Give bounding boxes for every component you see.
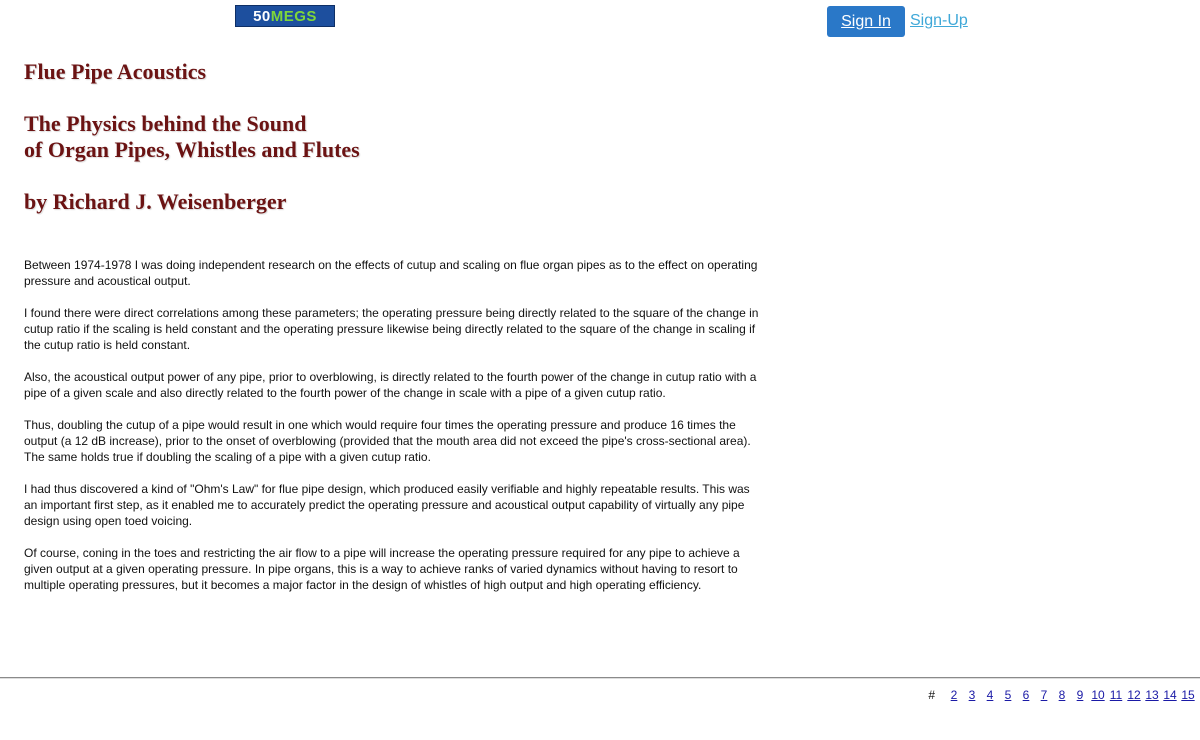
subtitle-line-1: The Physics behind the Sound [24,111,307,136]
page-link-13[interactable]: 13 [1145,688,1159,702]
horizontal-divider [0,677,1200,679]
logo-text: 50MEGS [253,7,317,25]
page-title: Flue Pipe Acoustics [24,59,207,84]
page-link-6[interactable]: 6 [1022,688,1030,702]
paragraph: Thus, doubling the cutup of a pipe would result in one which would require four times the operating pressure and produce 16 times the output (a 12 dB increase), prior to the onset of overblowing (provided that the mouth area did not exceed the pipe's cross-sectional area). The same holds true if doubling the scaling of a pipe with a given cutup ratio. [24,418,751,464]
page-link-12[interactable]: 12 [1127,688,1141,702]
paragraph: Between 1974-1978 I was doing independent research on the effects of cutup and scaling on flue organ pipes as to the effect on operating pressure and acoustical output. [24,258,758,288]
page-link-9[interactable]: 9 [1076,688,1084,702]
pagination-current: # [928,688,935,702]
page-link-8[interactable]: 8 [1058,688,1066,702]
author-byline: by Richard J. Weisenberger [24,189,287,214]
page-link-2[interactable]: 2 [950,688,958,702]
page-link-15[interactable]: 15 [1181,688,1195,702]
site-logo[interactable] [235,5,335,27]
sign-in-button[interactable]: Sign In [827,6,905,37]
page-link-5[interactable]: 5 [1004,688,1012,702]
paragraph: I had thus discovered a kind of "Ohm's Law" for flue pipe design, which produced easily verifiable and highly repeatable results. This was an important first step, as it enabled me to accurately predict the operating pressure and acoustical output capability of virtually any pipe design using open toed voicing. [24,482,750,528]
page-link-11[interactable]: 11 [1109,688,1123,702]
sign-up-link[interactable]: Sign-Up [910,12,968,29]
paragraph: Of course, coning in the toes and restricting the air flow to a pipe will increase the operating pressure required for any pipe to achieve a given output at a given operating pressure. In pipe organs, this is a way to achieve ranks of varied dynamics without having to resort to multiple operating pressures, but it becomes a major factor in the design of whistles of high output and high operating efficiency. [24,546,740,592]
page-link-10[interactable]: 10 [1091,688,1105,702]
page-link-4[interactable]: 4 [986,688,994,702]
subtitle-line-2: of Organ Pipes, Whistles and Flutes [24,137,360,162]
article-body [24,257,764,609]
page-link-3[interactable]: 3 [968,688,976,702]
page-link-7[interactable]: 7 [1040,688,1048,702]
page-subtitle [24,111,360,163]
paragraph: I found there were direct correlations among these parameters; the operating pressure being directly related to the square of the change in cutup ratio if the scaling is held constant and the operating pressure likewise being directly related to the square of the change in scaling if the cutup ratio is held constant. [24,306,759,352]
paragraph: Also, the acoustical output power of any pipe, prior to overblowing, is directly related to the fourth power of the change in cutup ratio with a pipe of a given scale and also directly related to the fourth power of the change in scale with a pipe of a given cutup ratio. [24,370,757,400]
page-link-14[interactable]: 14 [1163,688,1177,702]
pagination [928,688,1197,702]
